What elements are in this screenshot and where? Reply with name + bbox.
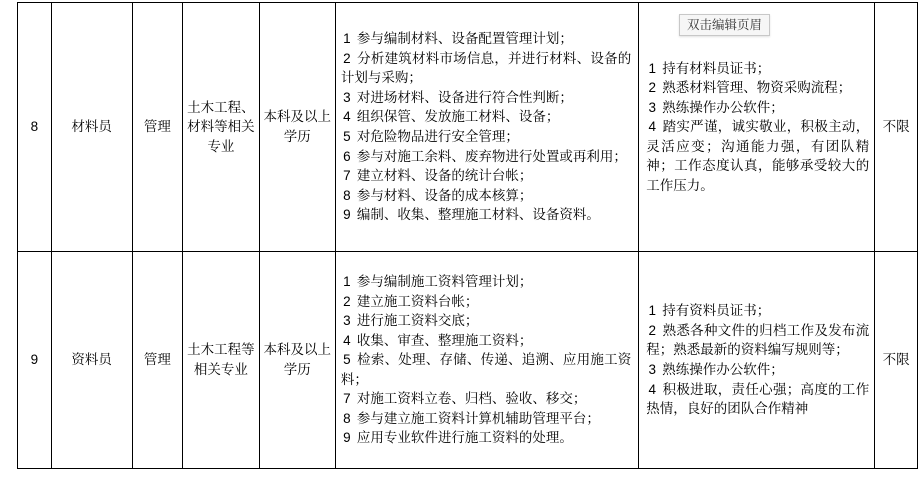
row-other: 不限 <box>875 252 918 469</box>
list-item <box>341 107 631 127</box>
req-text: 持有材料员证书； <box>662 60 771 76</box>
row-major: 土木工程等相关专业 <box>183 252 259 469</box>
req-index: 1 <box>648 303 657 319</box>
document-page <box>0 2 920 490</box>
table-row <box>18 252 918 469</box>
duty-text: 参与编制施工资料管理计划； <box>356 273 533 289</box>
duty-index: 8 <box>343 410 351 426</box>
duty-text: 应用专业软件进行施工资料的处理。 <box>356 430 573 446</box>
duty-text: 编制、收集、整理施工材料、设备资料。 <box>356 207 600 223</box>
req-text: 熟练操作办公软件； <box>662 99 784 115</box>
req-index: 4 <box>648 381 657 397</box>
list-item <box>341 127 631 147</box>
list-item <box>646 301 869 321</box>
list-item <box>341 311 631 331</box>
list-item <box>646 360 869 380</box>
list-item <box>341 292 631 312</box>
list-item <box>646 78 869 98</box>
edit-header-tooltip[interactable]: 双击编辑页眉 <box>679 14 770 36</box>
row-major: 土木工程、材料等相关专业 <box>183 3 259 252</box>
row-education: 本科及以上学历 <box>259 252 335 469</box>
duty-text: 进行施工资料交底； <box>356 313 479 329</box>
list-item <box>341 186 631 206</box>
row-number: 9 <box>18 252 52 469</box>
req-text: 持有资料员证书； <box>662 303 771 319</box>
row-category: 管理 <box>132 3 183 252</box>
duty-index: 1 <box>343 273 351 289</box>
duty-index: 3 <box>343 313 351 329</box>
duty-index: 1 <box>343 31 351 47</box>
duty-index: 7 <box>343 168 351 184</box>
job-positions-table <box>17 2 918 469</box>
req-index: 2 <box>648 322 657 338</box>
req-text: 积极进取，责任心强；高度的工作热情，良好的团队合作精神 <box>646 381 870 417</box>
duty-text: 参与建立施工资料计算机辅助管理平台； <box>356 410 600 426</box>
list-item <box>341 29 631 49</box>
duty-text: 建立施工资料台帐； <box>356 293 479 309</box>
duty-text: 对进场材料、设备进行符合性判断； <box>356 89 573 105</box>
list-item <box>341 389 631 409</box>
duty-index: 8 <box>343 187 351 203</box>
req-text: 踏实严谨，诚实敬业，积极主动，灵活应变；沟通能力强，有团队精神；工作态度认真，能够承受较大的工作压力。 <box>646 119 870 193</box>
list-item <box>341 88 631 108</box>
row-other: 不限 <box>875 3 918 252</box>
row-post-name: 材料员 <box>51 3 132 252</box>
list-item <box>341 428 631 448</box>
row-post-name: 资料员 <box>51 252 132 469</box>
duty-index: 2 <box>343 293 351 309</box>
duty-text: 建立材料、设备的统计台帐； <box>356 168 533 184</box>
row-duties <box>335 3 638 252</box>
list-item <box>341 409 631 429</box>
list-item <box>341 272 631 292</box>
row-category: 管理 <box>132 252 183 469</box>
table-row <box>18 3 918 252</box>
duty-index: 9 <box>343 207 351 223</box>
req-text: 熟悉各种文件的归档工作及发布流程；熟悉最新的资料编写规则等； <box>646 322 870 358</box>
duty-text: 检索、处理、存储、传递、追溯、应用施工资料； <box>340 352 632 387</box>
list-item <box>341 331 631 351</box>
list-item <box>646 59 869 79</box>
duty-index: 7 <box>343 391 351 407</box>
duty-index: 2 <box>343 50 351 66</box>
duty-text: 参与对施工余料、废弃物进行处置或再利用； <box>356 148 627 164</box>
requirement-list <box>646 59 869 196</box>
row-requirements <box>639 252 875 469</box>
list-item <box>646 98 869 118</box>
req-index: 1 <box>648 60 657 76</box>
duty-text: 对危险物品进行安全管理； <box>356 129 519 144</box>
duty-index: 9 <box>343 430 351 446</box>
duty-index: 6 <box>343 148 351 164</box>
duty-index: 4 <box>343 109 351 125</box>
row-education: 本科及以上学历 <box>259 3 335 252</box>
duty-text: 收集、审查、整理施工资料； <box>356 332 533 348</box>
duty-text: 参与编制材料、设备配置管理计划； <box>356 31 573 47</box>
row-requirements <box>639 3 875 252</box>
list-item <box>646 321 869 360</box>
requirement-list <box>646 301 869 418</box>
duty-list <box>341 29 631 225</box>
req-index: 2 <box>648 80 657 96</box>
row-number: 8 <box>18 3 52 252</box>
list-item <box>341 49 631 88</box>
duty-text: 对施工资料立卷、归档、验收、移交； <box>356 391 587 407</box>
req-index: 3 <box>648 362 657 377</box>
list-item <box>341 205 631 225</box>
list-item <box>646 380 869 419</box>
duty-index: 5 <box>343 352 351 368</box>
req-text: 熟练操作办公软件； <box>662 362 784 377</box>
duty-index: 4 <box>343 332 351 348</box>
req-index: 4 <box>648 119 657 135</box>
duty-index: 3 <box>343 89 351 105</box>
duty-text: 参与材料、设备的成本核算； <box>356 187 533 203</box>
duty-index: 5 <box>343 129 351 144</box>
row-duties <box>335 252 638 469</box>
list-item <box>341 166 631 186</box>
duty-text: 组织保管、发放施工材料、设备； <box>356 109 560 125</box>
duty-list <box>341 272 631 448</box>
req-text: 熟悉材料管理、物资采购流程； <box>662 80 852 96</box>
list-item <box>341 147 631 167</box>
list-item <box>341 350 631 389</box>
duty-text: 分析建筑材料市场信息，并进行材料、设备的计划与采购； <box>340 50 632 86</box>
list-item <box>646 117 869 195</box>
req-index: 3 <box>648 99 657 115</box>
